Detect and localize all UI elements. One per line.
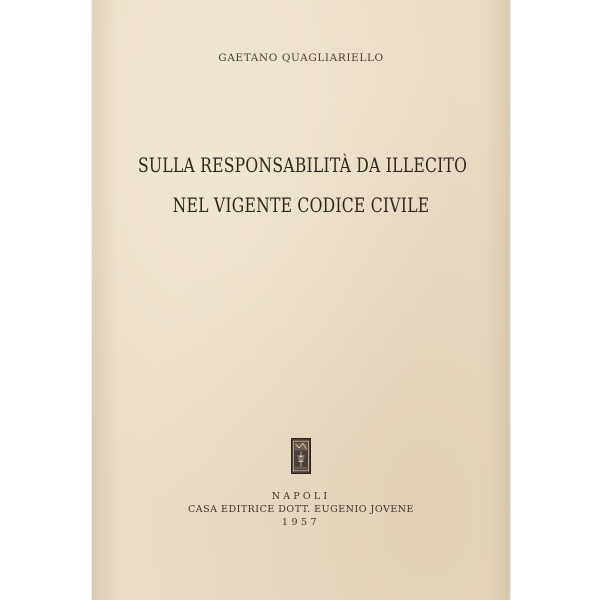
imprint-publisher: CASA EDITRICE DOTT. EUGENIO JOVENE (188, 504, 414, 515)
imprint-city: NAPOLI (271, 491, 331, 502)
title-page (92, 0, 510, 600)
book-title (92, 145, 510, 225)
author-name: GAETANO QUAGLIARIELLO (218, 52, 384, 64)
imprint-year: 1957 (281, 517, 321, 528)
title-line-2: NEL VIGENTE CODICE CIVILE (172, 193, 430, 217)
publisher-device-icon (291, 438, 311, 474)
imprint (92, 490, 510, 529)
title-line-1: SULLA RESPONSABILITÀ DA ILLECITO (137, 153, 468, 177)
